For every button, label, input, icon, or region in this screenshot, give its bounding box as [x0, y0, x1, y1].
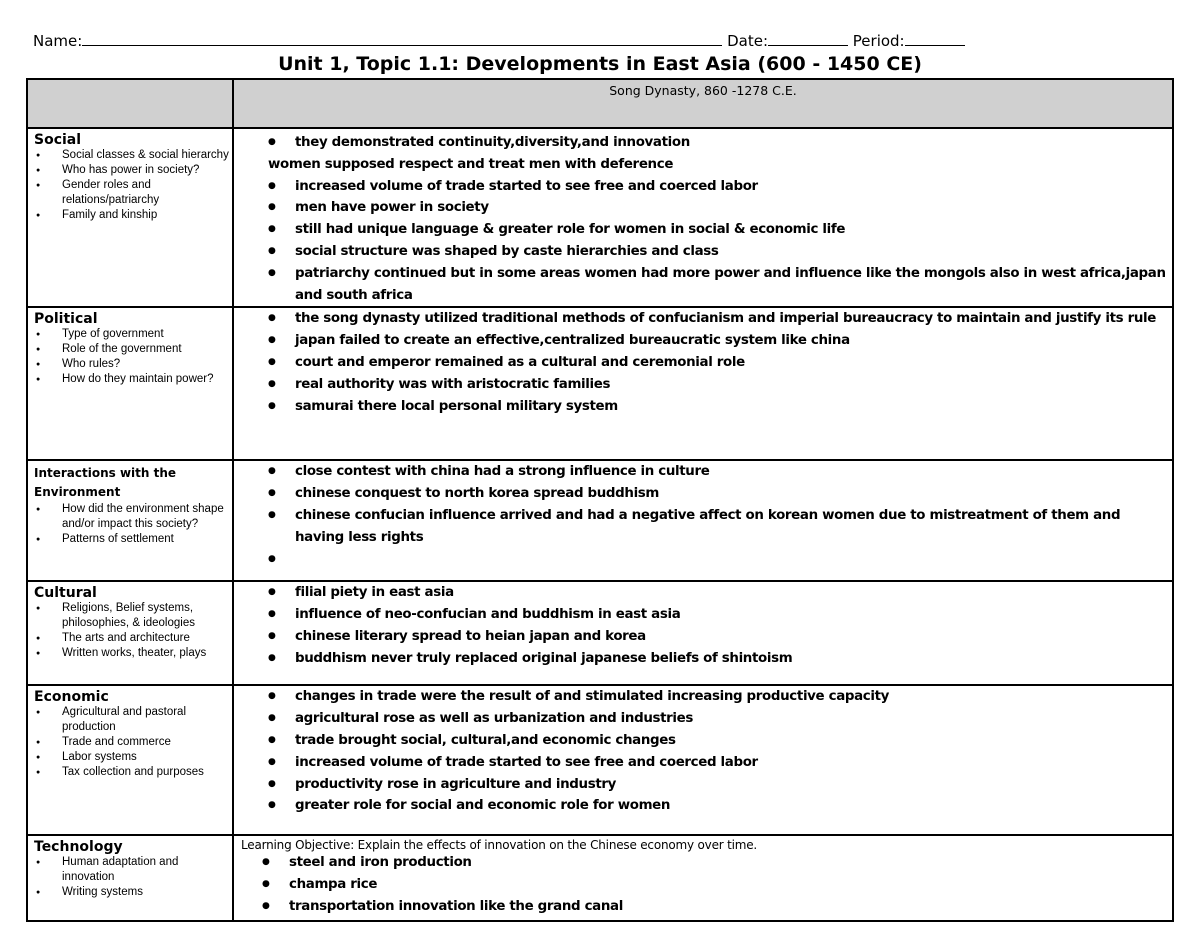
notes-list	[234, 308, 1172, 417]
note-item: ● court and emperor remained as a cultural and ceremonial role	[268, 352, 1172, 374]
notes-cell[interactable]	[233, 835, 1173, 921]
note-item: ● increased volume of trade started to see free and coerced labor	[268, 752, 1172, 774]
category-title: Political	[34, 311, 98, 328]
category-cell	[27, 581, 233, 685]
table-row	[27, 581, 1173, 685]
prompt-list	[28, 148, 232, 223]
category-cell	[27, 685, 233, 835]
prompt-list	[28, 855, 232, 900]
note-item: ● samurai there local personal military system	[268, 396, 1172, 418]
category-cell	[27, 835, 233, 921]
table-row	[27, 460, 1173, 581]
note-item: ● influence of neo-confucian and buddhism in east asia	[268, 604, 1172, 626]
notes-list	[234, 852, 1172, 917]
note-item: ● agricultural rose as well as urbanization and industries	[268, 708, 1172, 730]
notes-cell[interactable]	[233, 581, 1173, 685]
notes-list	[234, 461, 1172, 570]
category-title: Economic	[34, 689, 109, 706]
note-item: ● greater role for social and economic role for women	[268, 795, 1172, 817]
period-blank[interactable]	[905, 31, 965, 46]
table-header-row	[27, 79, 1173, 128]
category-cell	[27, 307, 233, 460]
date-blank[interactable]	[768, 31, 848, 46]
prompt-item: ● Labor systems	[36, 750, 232, 765]
prompt-list	[28, 502, 232, 547]
prompt-item: ● Who rules?	[36, 357, 232, 372]
prompt-item: ● Social classes & social hierarchy	[36, 148, 232, 163]
name-blank[interactable]	[82, 31, 722, 46]
category-title: Cultural	[34, 585, 97, 602]
header-line	[33, 31, 965, 50]
prompt-item: ● How did the environment shape and/or impact this society?	[36, 502, 232, 532]
note-item: ● filial piety in east asia	[268, 582, 1172, 604]
note-item: ● transportation innovation like the grand canal	[262, 896, 1172, 918]
notes-table	[26, 78, 1174, 922]
date-label: Date:	[727, 32, 768, 50]
table-row	[27, 835, 1173, 921]
prompt-item: ● Who has power in society?	[36, 163, 232, 178]
note-item: ● still had unique language & greater role for women in social & economic life	[268, 219, 1172, 241]
prompt-list	[28, 327, 232, 387]
note-item: ● trade brought social, cultural,and economic changes	[268, 730, 1172, 752]
prompt-item: ● How do they maintain power?	[36, 372, 232, 387]
prompt-list	[28, 705, 232, 780]
category-title: Social	[34, 132, 82, 148]
table-row	[27, 685, 1173, 835]
note-item: ● they demonstrated continuity,diversity,and innovation	[268, 132, 1172, 154]
notes-list	[234, 582, 1172, 669]
prompt-item: ● Human adaptation and innovation	[36, 855, 232, 885]
prompt-item: ● Writing systems	[36, 885, 232, 900]
category-cell	[27, 128, 233, 307]
header-empty-cell	[27, 79, 233, 128]
category-title: Interactions with the Environment	[34, 466, 177, 500]
page-title: Unit 1, Topic 1.1: Developments in East Asia (600 - 1450 CE)	[278, 53, 922, 75]
prompt-item: ● Tax collection and purposes	[36, 765, 232, 780]
table-row	[27, 307, 1173, 460]
prompt-item: ● Religions, Belief systems, philosophies, & ideologies	[36, 601, 232, 631]
learning-objective: Learning Objective: Explain the effects of innovation on the Chinese economy over time.	[241, 838, 758, 853]
prompt-item: ● Role of the government	[36, 342, 232, 357]
note-item: ● social structure was shaped by caste hierarchies and class	[268, 241, 1172, 263]
notes-list	[234, 129, 1172, 306]
period-label: Period:	[852, 32, 905, 50]
note-item: ● close contest with china had a strong influence in culture	[268, 461, 1172, 483]
note-item: ● real authority was with aristocratic families	[268, 374, 1172, 396]
prompt-item: ● Type of government	[36, 327, 232, 342]
note-item: ● champa rice	[262, 874, 1172, 896]
category-cell	[27, 460, 233, 581]
prompt-item: ● Patterns of settlement	[36, 532, 232, 547]
notes-cell[interactable]	[233, 307, 1173, 460]
notes-list	[234, 686, 1172, 817]
note-item: ● men have power in society	[268, 197, 1172, 219]
note-item: ● chinese confucian influence arrived and had a negative affect on korean women due to mistreatment of them and having less rights	[268, 505, 1172, 549]
note-item-empty[interactable]	[268, 549, 1172, 571]
notes-cell[interactable]	[233, 460, 1173, 581]
note-item: ● japan failed to create an effective,centralized bureaucratic system like china	[268, 330, 1172, 352]
prompt-item: ● Trade and commerce	[36, 735, 232, 750]
prompt-item: ● Written works, theater, plays	[36, 646, 232, 661]
note-item: ● productivity rose in agriculture and industry	[268, 774, 1172, 796]
note-item: ● patriarchy continued but in some areas women had more power and influence like the mongols also in west africa,japan and south africa	[268, 263, 1172, 307]
name-label: Name:	[33, 32, 83, 50]
dynasty-header: Song Dynasty, 860 -1278 C.E.	[233, 79, 1173, 128]
note-item: ● the song dynasty utilized traditional methods of confucianism and imperial bureaucracy to maintain and justify its rule	[268, 308, 1172, 330]
prompt-list	[28, 601, 232, 661]
note-item: ● buddhism never truly replaced original japanese beliefs of shintoism	[268, 648, 1172, 670]
prompt-item: ● Family and kinship	[36, 208, 232, 223]
category-title: Technology	[34, 839, 123, 856]
prompt-item: ● The arts and architecture	[36, 631, 232, 646]
notes-cell[interactable]	[233, 128, 1173, 307]
prompt-item: ● Agricultural and pastoral production	[36, 705, 232, 735]
note-item: ● changes in trade were the result of and stimulated increasing productive capacity	[268, 686, 1172, 708]
notes-cell[interactable]	[233, 685, 1173, 835]
note-item: women supposed respect and treat men with deference	[268, 156, 674, 172]
note-item: ● steel and iron production	[262, 852, 1172, 874]
note-item: ● chinese literary spread to heian japan and korea	[268, 626, 1172, 648]
note-item: ● increased volume of trade started to see free and coerced labor	[268, 176, 1172, 198]
prompt-item: ● Gender roles and relations/patriarchy	[36, 178, 232, 208]
note-item: ● chinese conquest to north korea spread buddhism	[268, 483, 1172, 505]
table-row	[27, 128, 1173, 307]
